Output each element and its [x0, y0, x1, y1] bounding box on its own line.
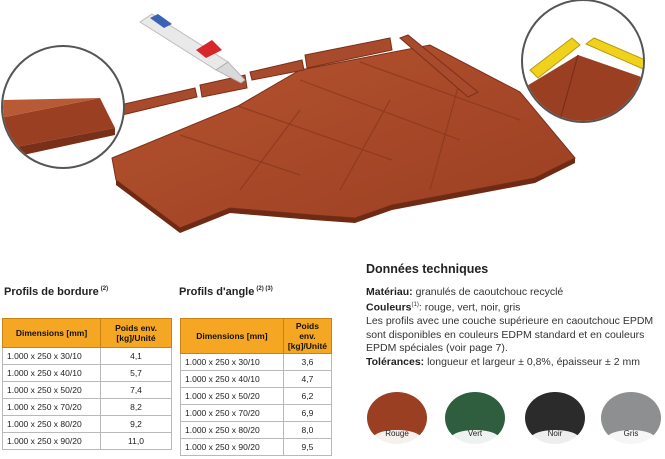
- col-weight: Poids env. [kg]/Unité: [283, 319, 331, 354]
- table-row: [3, 416, 172, 433]
- table-row: [181, 405, 332, 422]
- material-label: Matériau:: [366, 285, 413, 298]
- colors-line: [366, 299, 662, 315]
- color-swatches: [366, 392, 662, 452]
- table-row: [181, 371, 332, 388]
- dimension-cell: 1.000 x 250 x 50/20: [181, 388, 284, 405]
- table-row: [3, 382, 172, 399]
- col-dimensions: Dimensions [mm]: [181, 319, 284, 354]
- swatch-grey: [600, 392, 662, 448]
- col-weight: Poids env. [kg]/Unité: [101, 319, 172, 348]
- weight-cell: 8,2: [101, 399, 172, 416]
- swatch-label: Noir: [547, 429, 563, 438]
- dimension-cell: 1.000 x 250 x 40/10: [181, 371, 284, 388]
- rubber-tiles: [112, 45, 575, 233]
- table-row: [181, 422, 332, 439]
- weight-cell: 3,6: [283, 354, 331, 371]
- material-text: granulés de caoutchouc recyclé: [412, 285, 564, 298]
- table-row: [181, 388, 332, 405]
- swatch-label: Rouge: [385, 429, 409, 438]
- dimension-cell: 1.000 x 250 x 30/10: [181, 354, 284, 371]
- weight-cell: 7,4: [101, 382, 172, 399]
- edge-detail-left: [0, 46, 124, 168]
- colors-label: Couleurs: [366, 301, 412, 314]
- border-profiles-title: [4, 286, 108, 298]
- angle-profiles-title: [179, 286, 273, 298]
- table-row: [3, 348, 172, 365]
- weight-cell: 6,9: [283, 405, 331, 422]
- swatch-red: [366, 392, 428, 448]
- swatch-green: [444, 392, 506, 448]
- col-dimensions: Dimensions [mm]: [3, 319, 101, 348]
- weight-cell: 4,7: [283, 371, 331, 388]
- tolerances-label: Tolérances:: [366, 355, 425, 368]
- dimension-cell: 1.000 x 250 x 90/20: [181, 439, 284, 456]
- weight-cell: 11,0: [101, 433, 172, 450]
- adhesive-cartridge: [140, 14, 245, 83]
- angle-profiles-title-text: Profils d'angle: [179, 286, 255, 298]
- swatch-black: [524, 392, 586, 448]
- swatch-label: Gris: [623, 429, 639, 438]
- weight-cell: 4,1: [101, 348, 172, 365]
- border-profiles-ref: (2): [100, 286, 109, 293]
- dimension-cell: 1.000 x 250 x 70/20: [181, 405, 284, 422]
- border-profiles-title-text: Profils de bordure: [4, 286, 99, 298]
- weight-cell: 6,2: [283, 388, 331, 405]
- dimension-cell: 1.000 x 250 x 80/20: [181, 422, 284, 439]
- profiles-line: Les profils avec une couche supérieure en caoutchouc EPDM sont disponibles en couleurs EDPM standard et en couleurs EPDM spéciales (voir page 7).: [366, 315, 654, 354]
- weight-cell: 9,2: [101, 416, 172, 433]
- swatch-label: Vert: [467, 429, 483, 438]
- colors-ref: (1): [411, 302, 419, 308]
- dimension-cell: 1.000 x 250 x 70/20: [3, 399, 101, 416]
- table-row: [181, 354, 332, 371]
- dimension-cell: 1.000 x 250 x 40/10: [3, 365, 101, 382]
- table-row: [3, 399, 172, 416]
- dimension-cell: 1.000 x 250 x 50/20: [3, 382, 101, 399]
- dimension-cell: 1.000 x 250 x 80/20: [3, 416, 101, 433]
- angle-profiles-table: [180, 318, 332, 456]
- dimension-cell: 1.000 x 250 x 30/10: [3, 348, 101, 365]
- weight-cell: 5,7: [101, 365, 172, 382]
- dimension-cell: 1.000 x 250 x 90/20: [3, 433, 101, 450]
- tolerances-line: [366, 356, 662, 370]
- tolerances-text: longueur et largeur ± 0,8%, épaisseur ± 2 mm: [424, 355, 640, 368]
- technical-data: [366, 263, 662, 369]
- weight-cell: 8,0: [283, 422, 331, 439]
- technical-heading: Données techniques: [366, 262, 489, 276]
- table-row: [3, 433, 172, 450]
- weight-cell: 9,5: [283, 439, 331, 456]
- table-row: [181, 439, 332, 456]
- colors-text: : rouge, vert, noir, gris: [418, 301, 521, 314]
- angle-profiles-ref: (2) (3): [256, 286, 273, 293]
- border-profiles-table: [2, 318, 172, 450]
- material-line: [366, 286, 662, 300]
- table-row: [3, 365, 172, 382]
